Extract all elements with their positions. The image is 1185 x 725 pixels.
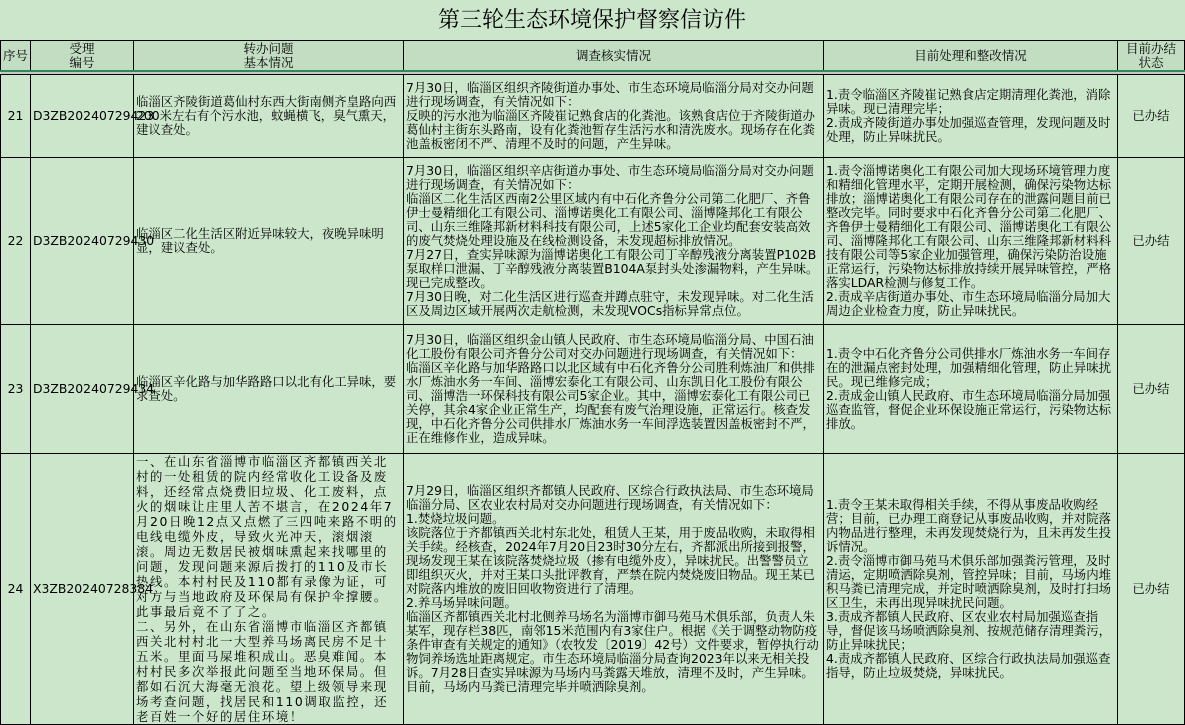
- cell-id[interactable]: X3ZB20240728384: [31, 454, 134, 725]
- cell-handling[interactable]: 1.责令中石化齐鲁分公司供排水厂炼油水务一车间存在的泄漏点密封处理，加强精细化管理，防止异味扰民。现已维修完成； 2.责成金山镇人民政府、市生态环境局临淄分局加强巡查监管，督促企业环保设施正常运行，污染物达标排放。: [824, 325, 1118, 454]
- cell-status[interactable]: 已办结: [1118, 75, 1185, 158]
- cell-investigation[interactable]: 7月30日，临淄区组织辛店街道办事处、市生态环境局临淄分局对交办问题进行现场调查，有关情况如下： 临淄区二化生活区西南2公里区域内有中石化齐鲁分公司第二化肥厂、齐鲁伊士曼精细化工有限公司、淄博诺奥化工有限公司、淄博隆邦化工有限公司、山东三维隆邦新材料科技有限公司，上述5家化工企业均配套安装高效的废气焚烧处理设施及在线检测设备，未发现超标排放情况。 7月27日，查实异味源为淄博诺奥化工有限公司丁辛醇残液分离装置P102B泵取样口泄漏、丁辛醇残液分离装置B104A泵封头处渗漏物料，产生异味。现已完成整改。 7月30日晚，对二化生活区进行巡查并蹲点驻守，未发现异味。对二化生活区及周边区域开展两次走航检测，未发现VOCs指标异常点位。: [404, 158, 824, 325]
- header-id[interactable]: 受理 编号: [31, 41, 134, 72]
- header-seq[interactable]: 序号: [1, 41, 31, 72]
- header-handling[interactable]: 目前处理和整改情况: [824, 41, 1118, 72]
- header-status[interactable]: 目前办结状态: [1118, 41, 1185, 72]
- table-row: [1, 75, 1185, 158]
- cell-id[interactable]: D3ZB20240729430: [31, 158, 134, 325]
- cell-id[interactable]: D3ZB20240729434: [31, 325, 134, 454]
- cell-issue[interactable]: 一、在山东省淄博市临淄区齐都镇西关北村的一处租赁的院内经常收化工设备及废料，还经常点烧费旧垃圾、化工废料，点火的烟味让庄里人苦不堪言，在2024年7月20日晚12点又点燃了三四吨来路不明的电线电缆外皮，导致火光冲天，滚烟滚滚。周边无数居民被烟味熏起来找哪里的问题，发现问题来源后拨打的110及市长热线。本村村民及110都有录像为证，可对方与当地政府及环保局有保护伞撑腰。此事最后竟不了了之。 二、另外，在山东省淄博市临淄区齐都镇西关北村村北一大型养马场离民房不足十五米。里面马屎堆积成山。恶臭难闻。本村村民多次举报此问题至当地环保局。但都如石沉大海毫无浪花。望上级领导来现场考查问题，找居民和110调取监控，还老百姓一个好的居住环境！: [134, 454, 404, 725]
- header-row: [1, 41, 1185, 72]
- cell-handling[interactable]: 1.责令王某未取得相关手续，不得从事废品收购经营；目前，已办理工商登记从事废品收购，并对院落内物品进行整理，未再发现焚烧行为，且未再发生投诉情况。 2.责令淄博市御马苑马术俱乐部加强粪污管理，及时清运，定期喷洒除臭剂，管控异味；目前，马场内堆积马粪已清理完成，并定时喷洒除臭剂，及时打扫场区卫生，未再出现异味扰民问题。 3.责成齐都镇人民政府、区农业农村局加强巡查指导，督促该马场喷洒除臭剂、按规范储存清理粪污，防止异味扰民； 4.责成齐都镇人民政府、区综合行政执法局加强巡查指导，防止垃圾焚烧，异味扰民。: [824, 454, 1118, 725]
- cell-status[interactable]: 已办结: [1118, 325, 1185, 454]
- cell-seq[interactable]: 24: [1, 454, 31, 725]
- cell-status[interactable]: 已办结: [1118, 158, 1185, 325]
- cell-handling[interactable]: 1.责令淄博诺奥化工有限公司加大现场环境管理力度和精细化管理水平，定期开展检测，确保污染物达标排放；淄博诺奥化工有限公司存在的泄露问题目前已整改完毕。同时要求中石化齐鲁分公司第二化肥厂、齐鲁伊士曼精细化工有限公司、淄博诺奥化工有限公司、淄博隆邦化工有限公司、山东三维隆邦新材料科技有限公司等5家企业加强管理，确保污染防治设施正常运行，污染物达标排放持续开展异味管控，严格落实LDAR检测与修复工作。 2.责成辛店街道办事处、市生态环境局临淄分局加大周边企业检查力度，防止异味扰民。: [824, 158, 1118, 325]
- table-row: [1, 325, 1185, 454]
- table-row: [1, 454, 1185, 725]
- table-row: [1, 158, 1185, 325]
- header-issue[interactable]: 转办问题 基本情况: [134, 41, 404, 72]
- cell-issue[interactable]: 临淄区二化生活区附近异味较大，夜晚异味明显，建议查处。: [134, 158, 404, 325]
- petition-table: [0, 40, 1185, 725]
- cell-handling[interactable]: 1.责令临淄区齐陵崔记熟食店定期清理化粪池，消除异味。现已清理完毕； 2.责成齐陵街道办事处加强巡查管理，发现问题及时处理，防止异味扰民。: [824, 75, 1118, 158]
- cell-seq[interactable]: 21: [1, 75, 31, 158]
- cell-seq[interactable]: 23: [1, 325, 31, 454]
- cell-investigation[interactable]: 7月29日，临淄区组织齐都镇人民政府、区综合行政执法局、市生态环境局临淄分局、区农业农村局对交办问题进行现场调查，有关情况如下： 1.焚烧垃圾问题。 该院落位于齐都镇西关北村东北处，租赁人王某，用于废品收购，未取得相关手续。经核查，2024年7月20日23时30分左右，齐都派出所接到报警，现场发现王某在该院落焚烧垃圾（掺有电缆外皮），异味扰民。出警警员立即组织灭火，并对王某口头批评教育，严禁在院内焚烧废旧物品。现王某已对院落内堆放的废旧回收物资进行了清理。 2.养马场异味问题。 临淄区齐都镇西关北村北侧养马场名为淄博市御马苑马术俱乐部，负责人朱某军，现存栏38匹，南邻15米范围内有3家住户。根据《关于调整动物防疫条件审查有关规定的通知》（农牧发〔2019〕42号）文件要求，暂停执行动物饲养场选址距离规定。市生态环境局临淄分局查询2023年以来无相关投诉。7月28日查实异味源为马场内马粪露天堆放，清理不及时，产生异味。目前，马场内马粪已清理完毕并喷洒除臭剂。: [404, 454, 824, 725]
- cell-status[interactable]: 已办结: [1118, 454, 1185, 725]
- cell-issue[interactable]: 临淄区齐陵街道葛仙村东西大街南侧齐皇路向西200米左右有个污水池，蚊蝇横飞，臭气熏天，建议查处。: [134, 75, 404, 158]
- cell-investigation[interactable]: 7月30日，临淄区组织金山镇人民政府、市生态环境局临淄分局、中国石油化工股份有限公司齐鲁分公司对交办问题进行现场调查，有关情况如下： 临淄区辛化路与加华路路口以北区域有中石化齐鲁分公司胜利炼油厂和供排水厂炼油水务一车间、淄博宏泰化工有限公司、山东凯日化工股份有限公司、淄博浩一环保科技有限公司5家企业。其中，淄博宏泰化工有限公司已关停，其余4家企业正常生产，均配套有废气治理设施，正常运行。核查发现，中石化齐鲁分公司供排水厂炼油水务一车间浮选装置因盖板密封不严，正在维修作业，造成异味。: [404, 325, 824, 454]
- page-title: 第三轮生态环境保护督察信访件: [0, 0, 1184, 40]
- cell-id[interactable]: D3ZB20240729423: [31, 75, 134, 158]
- header-investigation[interactable]: 调查核实情况: [404, 41, 824, 72]
- cell-seq[interactable]: 22: [1, 158, 31, 325]
- cell-investigation[interactable]: 7月30日，临淄区组织齐陵街道办事处、市生态环境局临淄分局对交办问题进行现场调查，有关情况如下： 反映的污水池为临淄区齐陵崔记熟食店的化粪池。该熟食店位于齐陵街道办葛仙村主街东头路南，设有化粪池暂存生活污水和清洗废水。现场存在化粪池盖板密闭不严、清理不及时的问题，产生异味。: [404, 75, 824, 158]
- cell-issue[interactable]: 临淄区辛化路与加华路路口以北有化工异味，要求查处。: [134, 325, 404, 454]
